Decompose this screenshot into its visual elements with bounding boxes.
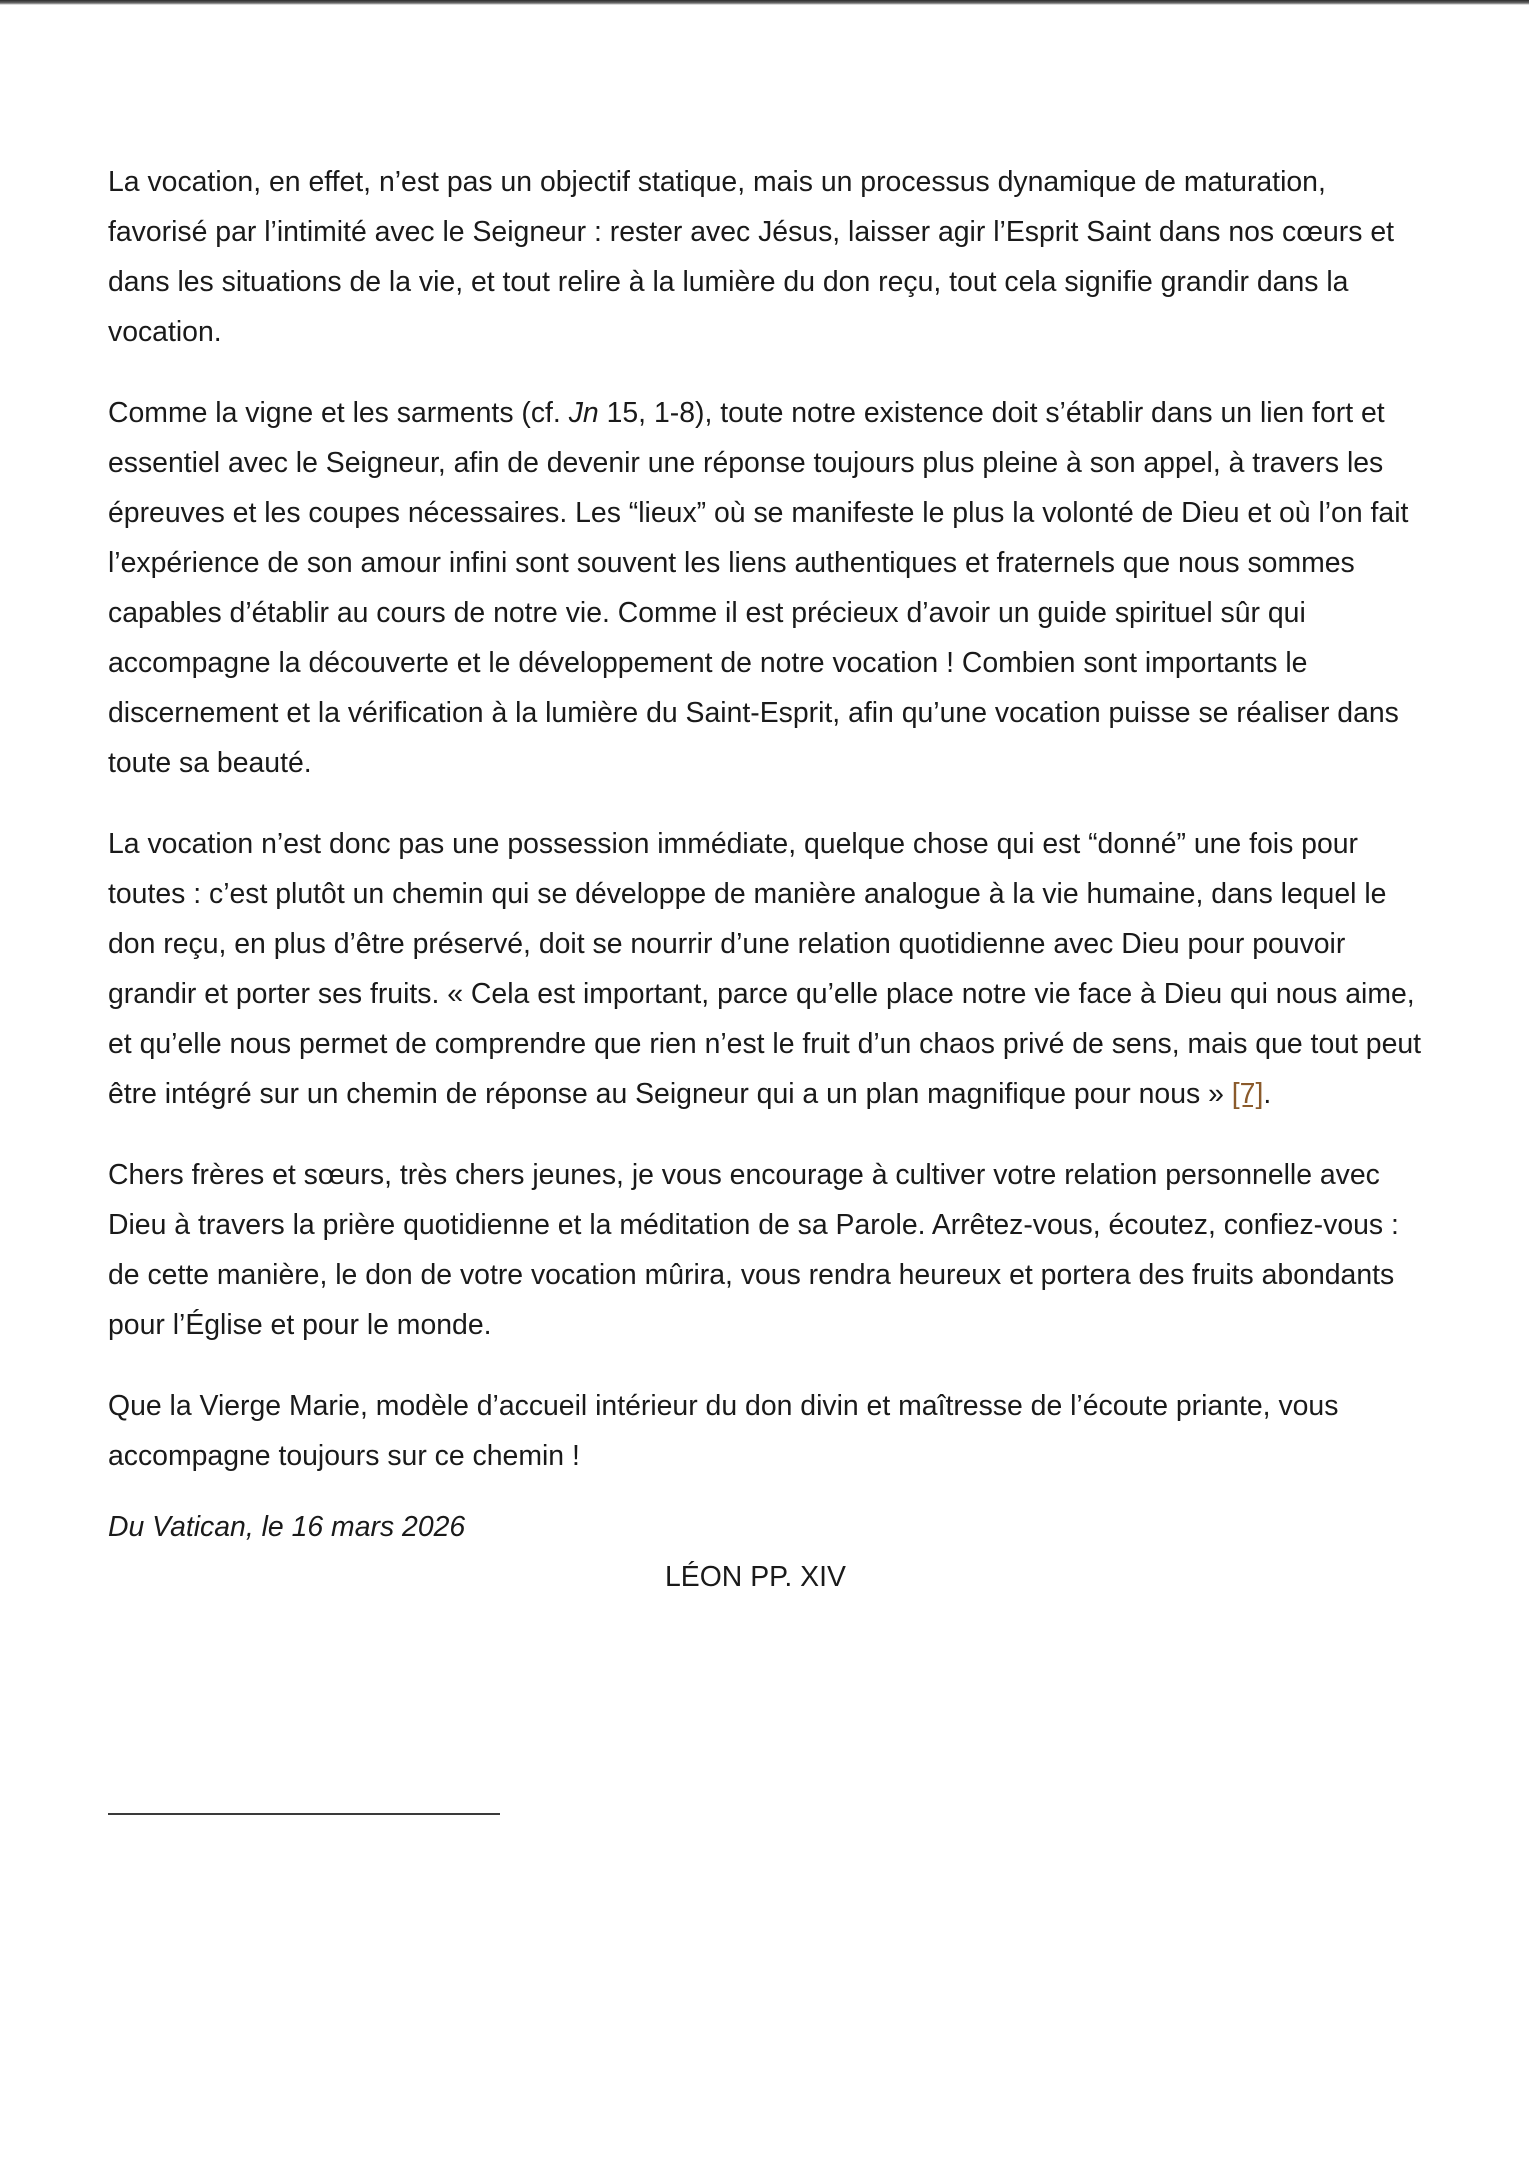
paragraph-vocation-maturation: La vocation, en effet, n’est pas un objectif statique, mais un processus dynamique de maturation, favorisé par l’intimité avec le Seigneur : rester avec Jésus, laisser agir l’Esprit Saint dans nos cœurs et dans les situations de la vie, et tout relire à la lumière du don reçu, tout cela signifie grandir dans la vocation.	[108, 166, 1394, 348]
paragraph-vocation-path	[108, 819, 1428, 1119]
paragraph-exhortation: Chers frères et sœurs, très chers jeunes, je vous encourage à cultiver votre relation personnelle avec Dieu à travers la prière quotidienne et la méditation de sa Parole. Arrêtez-vous, écoutez, confiez-vous : de cette manière, le don de votre vocation mûrira, vous rendra heureux et portera des fruits abondants pour l’Église et pour le monde.	[108, 1159, 1399, 1341]
footnote-link-7[interactable]: [7]	[1231, 1078, 1264, 1110]
paragraph-vine-and-branches	[108, 388, 1428, 788]
footnote-separator-rule	[108, 1813, 500, 1815]
scan-edge-shadow	[0, 0, 1529, 5]
papal-signature: LÉON PP. XIV	[665, 1561, 846, 1593]
paragraph-text: La vocation n’est donc pas une possession immédiate, quelque chose qui est “donné” une fois pour toutes : c’est plutôt un chemin qui se développe de manière analogue à la vie humaine, dans lequel le don reçu, en plus d’être préservé, doit se nourrir d’une relation quotidienne avec Dieu pour pouvoir grandir et porter ses fruits. « Cela est important, parce qu’elle place notre vie face à Dieu qui nous aime, et qu’elle nous permet de comprendre que rien n’est le fruit d’un chaos privé de sens, mais que tout peut être intégré sur un chemin de réponse au Seigneur qui a un plan magnifique pour nous »	[108, 828, 1422, 1110]
date-place-line: Du Vatican, le 16 mars 2026	[108, 1511, 466, 1543]
paragraph-end: .	[1263, 1078, 1272, 1110]
paragraph-marian-prayer: Que la Vierge Marie, modèle d’accueil intérieur du don divin et maîtresse de l’écoute priante, vous accompagne toujours sur ce chemin !	[108, 1390, 1339, 1472]
paragraph-text: 15, 1-8), toute notre existence doit s’établir dans un lien fort et essentiel avec le Seigneur, afin de devenir une réponse toujours plus pleine à son appel, à travers les épreuves et les coupes nécessaires. Les “lieux” où se manifeste le plus la volonté de Dieu et où l’on fait l’expérience de son amour infini sont souvent les liens authentiques et fraternels que nous sommes capables d’établir au cours de notre vie. Comme il est précieux d’avoir un guide spirituel sûr qui accompagne la découverte et le développement de notre vocation ! Combien sont importants le discernement et la vérification à la lumière du Saint-Esprit, afin qu’une vocation puisse se réaliser dans toute sa beauté.	[108, 397, 1409, 779]
scripture-book-ref: Jn	[568, 397, 599, 429]
paragraph-text: Comme la vigne et les sarments (cf.	[108, 397, 569, 429]
document-body	[108, 157, 1428, 1602]
